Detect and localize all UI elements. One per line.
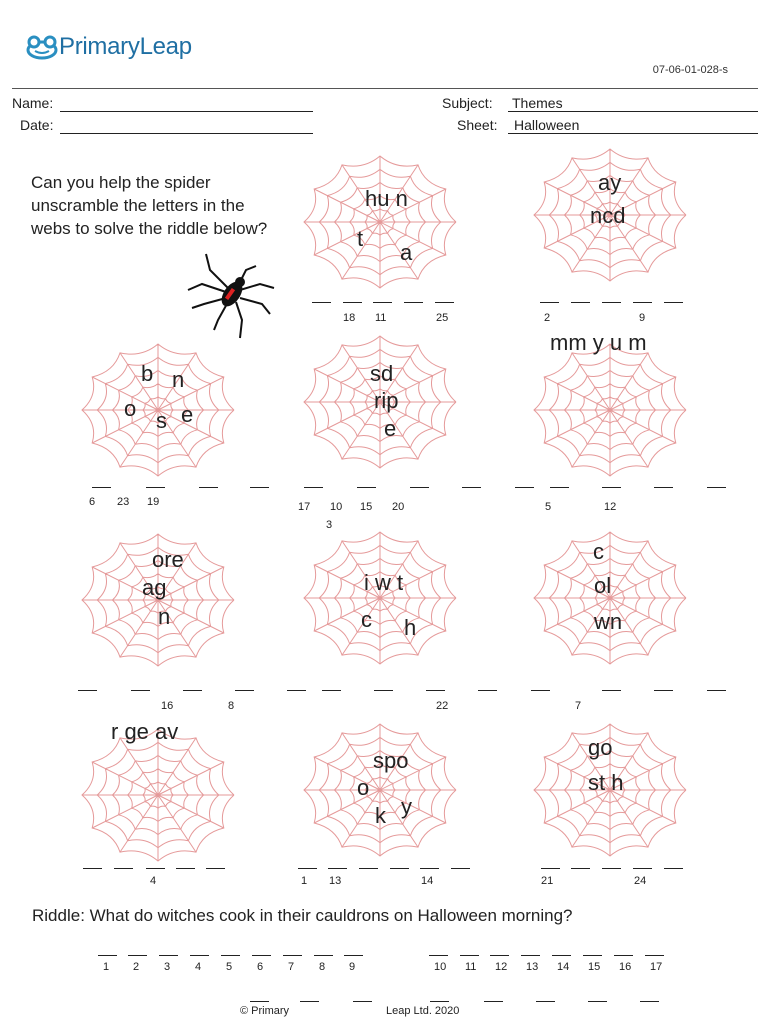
spider-web-icon: [300, 152, 460, 292]
riddle-number: 15: [588, 961, 601, 973]
answer-blank[interactable]: [176, 868, 195, 869]
clue-number: 20: [392, 501, 405, 513]
scrambled-letters: e: [181, 402, 194, 427]
answer-blank[interactable]: [478, 690, 497, 691]
riddle-blank[interactable]: [460, 955, 479, 956]
clue-number: 9: [639, 312, 646, 324]
answer-blank[interactable]: [298, 868, 317, 869]
spider-web-icon: [300, 528, 460, 668]
answer-blank[interactable]: [390, 868, 409, 869]
riddle-blank[interactable]: [490, 955, 509, 956]
riddle-blank[interactable]: [314, 955, 333, 956]
riddle-blank[interactable]: [221, 955, 240, 956]
answer-blank[interactable]: [602, 302, 621, 303]
scrambled-letters: sd: [370, 361, 394, 386]
clue-number: 18: [343, 312, 356, 324]
scrambled-letters: s: [156, 408, 167, 433]
answer-blank[interactable]: [357, 487, 376, 488]
answer-blank[interactable]: [328, 868, 347, 869]
answer-blank[interactable]: [374, 690, 393, 691]
name-label: Name:: [12, 95, 54, 111]
riddle-blank[interactable]: [588, 1001, 607, 1002]
answer-blank[interactable]: [550, 487, 569, 488]
riddle-blank[interactable]: [300, 1001, 319, 1002]
scrambled-letters: o: [357, 775, 370, 800]
intro-text: Can you help the spider unscramble the letters in the webs to solve the riddle below?: [31, 173, 268, 238]
answer-blank[interactable]: [235, 690, 254, 691]
answer-blank[interactable]: [654, 690, 673, 691]
answer-blank[interactable]: [312, 302, 331, 303]
answer-blank[interactable]: [183, 690, 202, 691]
answer-blank[interactable]: [131, 690, 150, 691]
scrambled-letters: ore: [152, 547, 184, 572]
riddle-blank[interactable]: [640, 1001, 659, 1002]
riddle-blank[interactable]: [552, 955, 571, 956]
brand-logo: [25, 33, 192, 61]
answer-blank[interactable]: [664, 302, 683, 303]
riddle-blank[interactable]: [250, 1001, 269, 1002]
riddle-number: 6: [257, 961, 264, 973]
clue-number: 23: [117, 496, 130, 508]
scrambled-letters: ay: [598, 170, 622, 195]
spider-icon: [184, 248, 280, 340]
answer-blank[interactable]: [602, 690, 621, 691]
riddle-blank[interactable]: [645, 955, 664, 956]
frog-logo-icon: [25, 34, 59, 60]
answer-blank[interactable]: [146, 868, 165, 869]
scrambled-letters: n: [158, 604, 171, 629]
riddle-blank[interactable]: [159, 955, 178, 956]
scrambled-letters: h: [404, 615, 417, 640]
scrambled-letters: hu n: [365, 186, 408, 211]
clue-number: 22: [436, 700, 449, 712]
clue-number: 12: [604, 501, 617, 513]
riddle-number: 17: [650, 961, 663, 973]
riddle-blank[interactable]: [429, 955, 448, 956]
riddle-blank[interactable]: [283, 955, 302, 956]
date-field[interactable]: [60, 117, 313, 134]
scrambled-letters: c: [593, 539, 604, 564]
scrambled-letters: c: [361, 607, 372, 632]
answer-blank[interactable]: [654, 487, 673, 488]
scrambled-letters: t: [357, 226, 364, 251]
spider-web-icon: [530, 340, 690, 480]
scrambled-letters: k: [375, 803, 386, 828]
spider-web-icon: [78, 725, 238, 865]
name-field[interactable]: [60, 95, 313, 112]
clue-number: 14: [421, 875, 434, 887]
riddle-number: 2: [133, 961, 140, 973]
date-label: Date:: [20, 117, 54, 133]
clue-number: 3: [326, 519, 333, 531]
answer-blank[interactable]: [515, 487, 534, 488]
riddle-number: 5: [226, 961, 233, 973]
scrambled-letters: mm y u m: [550, 330, 647, 355]
answer-blank[interactable]: [633, 302, 652, 303]
riddle-number: 11: [465, 961, 477, 973]
riddle-blank[interactable]: [344, 955, 363, 956]
clue-number: 7: [575, 700, 582, 712]
riddle-number: 3: [164, 961, 171, 973]
riddle-blank[interactable]: [484, 1001, 503, 1002]
clue-number: 21: [541, 875, 554, 887]
riddle-blank[interactable]: [536, 1001, 555, 1002]
scrambled-letters: spo: [373, 748, 409, 773]
scrambled-letters: r ge av: [111, 719, 179, 744]
sheet-label: Sheet:: [457, 117, 498, 133]
clue-number: 1: [301, 875, 308, 887]
riddle-blank[interactable]: [583, 955, 602, 956]
answer-blank[interactable]: [114, 868, 133, 869]
answer-blank[interactable]: [707, 690, 726, 691]
answer-blank[interactable]: [322, 690, 341, 691]
riddle-number: 8: [319, 961, 326, 973]
scrambled-letters: n: [172, 367, 185, 392]
answer-blank[interactable]: [420, 868, 439, 869]
answer-blank[interactable]: [410, 487, 429, 488]
riddle-blank[interactable]: [614, 955, 633, 956]
answer-blank[interactable]: [304, 487, 323, 488]
riddle-number: 16: [619, 961, 632, 973]
answer-blank[interactable]: [571, 868, 590, 869]
scrambled-letters: b: [141, 361, 154, 386]
answer-blank[interactable]: [707, 487, 726, 488]
answer-blank[interactable]: [426, 690, 445, 691]
scrambled-letters: ncd: [590, 203, 626, 228]
answer-blank[interactable]: [541, 868, 560, 869]
riddle-number: 13: [526, 961, 539, 973]
scrambled-letters: a: [400, 240, 413, 265]
sheet-code: 07-06-01-028-s: [652, 64, 728, 76]
answer-blank[interactable]: [250, 487, 269, 488]
scrambled-letters: ag: [142, 575, 167, 600]
riddle-number: 14: [557, 961, 570, 973]
clue-number: 17: [298, 501, 311, 513]
clue-number: 4: [150, 875, 157, 887]
answer-blank[interactable]: [435, 302, 454, 303]
answer-blank[interactable]: [373, 302, 392, 303]
answer-blank[interactable]: [633, 868, 652, 869]
answer-blank[interactable]: [146, 487, 165, 488]
riddle-number: 10: [434, 961, 447, 973]
clue-number: 6: [89, 496, 96, 508]
footer-copyright: © Primary: [240, 1005, 290, 1017]
brand-name: PrimaryLeap: [59, 33, 192, 60]
answer-blank[interactable]: [199, 487, 218, 488]
sheet-value: Halloween: [514, 117, 580, 133]
clue-number: 11: [375, 312, 387, 324]
answer-blank[interactable]: [287, 690, 306, 691]
riddle-blank[interactable]: [430, 1001, 449, 1002]
spider-web-icon: [300, 720, 460, 860]
answer-blank[interactable]: [206, 868, 225, 869]
answer-blank[interactable]: [664, 868, 683, 869]
riddle-blank[interactable]: [128, 955, 147, 956]
scrambled-letters: e: [384, 416, 397, 441]
scrambled-letters: o: [124, 396, 137, 421]
clue-number: 25: [436, 312, 449, 324]
scrambled-letters: ol: [594, 573, 612, 598]
clue-number: 13: [329, 875, 342, 887]
riddle-blank[interactable]: [252, 955, 271, 956]
scrambled-letters: go: [588, 735, 613, 760]
clue-number: 8: [228, 700, 235, 712]
riddle-blank[interactable]: [353, 1001, 372, 1002]
scrambled-letters: rip: [374, 388, 399, 413]
scrambled-letters: i w t: [364, 570, 404, 595]
riddle-number: 1: [103, 961, 110, 973]
riddle-blank[interactable]: [98, 955, 117, 956]
answer-blank[interactable]: [462, 487, 481, 488]
clue-number: 24: [634, 875, 647, 887]
clue-number: 16: [161, 700, 174, 712]
subject-label: Subject:: [442, 95, 493, 111]
footer-company: Leap Ltd. 2020: [386, 1005, 460, 1017]
answer-blank[interactable]: [78, 690, 97, 691]
answer-blank[interactable]: [540, 302, 559, 303]
answer-blank[interactable]: [451, 868, 470, 869]
answer-blank[interactable]: [343, 302, 362, 303]
answer-blank[interactable]: [83, 868, 102, 869]
header-divider: [12, 88, 758, 89]
answer-blank[interactable]: [359, 868, 378, 869]
riddle-number: 4: [195, 961, 202, 973]
scrambled-letters: st h: [588, 770, 624, 795]
clue-number: 10: [330, 501, 343, 513]
answer-blank[interactable]: [602, 487, 621, 488]
riddle-number: 9: [349, 961, 356, 973]
clue-number: 19: [147, 496, 160, 508]
answer-blank[interactable]: [92, 487, 111, 488]
scrambled-letters: wn: [594, 609, 623, 634]
scrambled-letters: y: [401, 794, 412, 819]
riddle-text: Riddle: What do witches cook in their cauldrons on Halloween morning?: [32, 906, 573, 925]
clue-number: 15: [360, 501, 373, 513]
riddle-number: 12: [495, 961, 508, 973]
clue-number: 5: [545, 501, 552, 513]
answer-blank[interactable]: [531, 690, 550, 691]
riddle-blank[interactable]: [521, 955, 540, 956]
riddle-number: 7: [288, 961, 295, 973]
answer-blank[interactable]: [602, 868, 621, 869]
riddle-blank[interactable]: [190, 955, 209, 956]
clue-number: 2: [544, 312, 551, 324]
answer-blank[interactable]: [571, 302, 590, 303]
answer-blank[interactable]: [404, 302, 423, 303]
subject-value: Themes: [512, 95, 563, 111]
